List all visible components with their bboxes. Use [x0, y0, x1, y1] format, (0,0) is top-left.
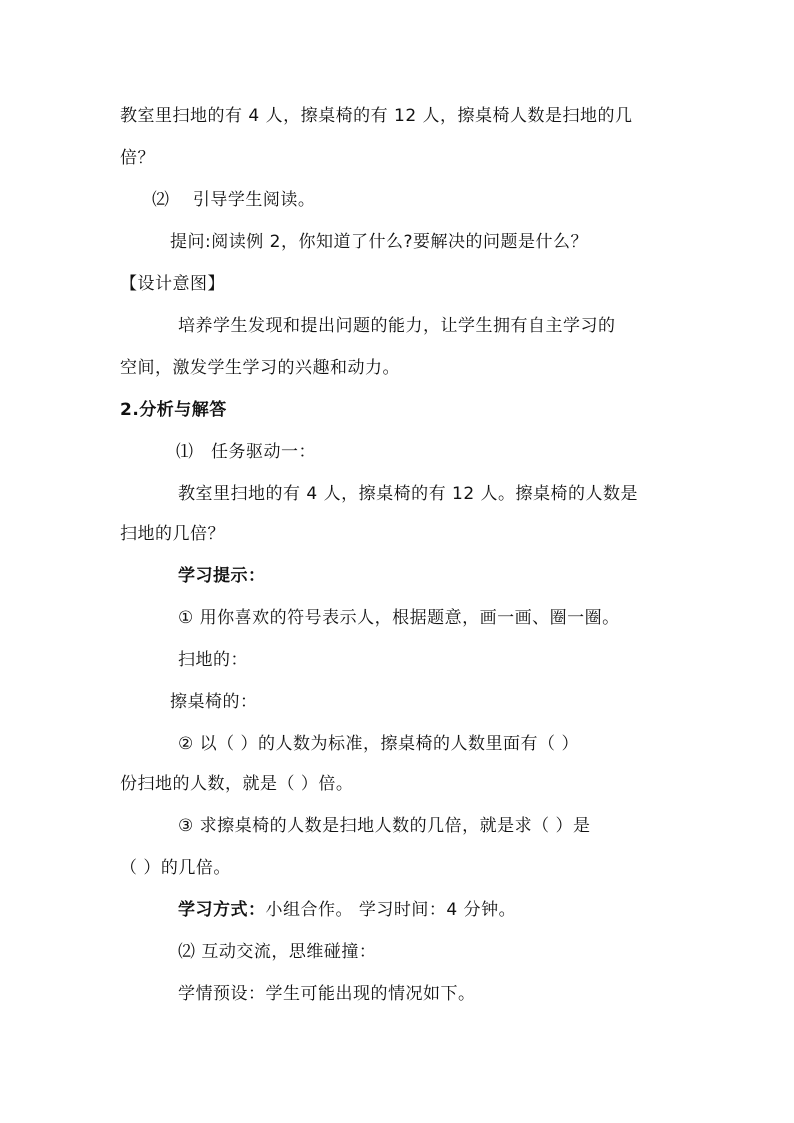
method-value: 小组合作。 学习时间：4 分钟。 [265, 900, 517, 920]
task-item: ⑴ 任务驱动一： [176, 442, 316, 462]
tip-item: ③ 求擦桌椅的人数是扫地人数的几倍，就是求（ ）是 [178, 816, 591, 836]
question-text: 提问:阅读例 2，你知道了什么?要解决的问题是什么？ [170, 232, 588, 252]
paragraph-line: 空间，激发学生学习的兴趣和动力。 [120, 358, 400, 378]
method-line [178, 898, 516, 922]
paragraph-line: 培养学生发现和提出问题的能力，让学生拥有自主学习的 [178, 316, 616, 336]
method-label: 学习方式： [178, 900, 266, 920]
paragraph-line: （ ）的几倍。 [120, 858, 231, 878]
design-intent-heading: 【设计意图】 [120, 274, 225, 294]
tip-item: ① 用你喜欢的符号表示人，根据题意，画一画、圈一圈。 [178, 608, 620, 628]
label-text: 扫地的： [178, 650, 248, 670]
label-text: 擦桌椅的： [170, 692, 258, 712]
paragraph-line: 学情预设：学生可能出现的情况如下。 [178, 984, 476, 1004]
paragraph-line: 倍？ [120, 148, 155, 168]
paragraph-line: 份扫地的人数，就是（ ）倍。 [120, 774, 354, 794]
paragraph-line: 扫地的几倍？ [120, 524, 225, 544]
tips-heading: 学习提示： [178, 566, 266, 586]
section-heading: 2.分析与解答 [120, 400, 227, 420]
paragraph-line: 教室里扫地的有 4 人，擦桌椅的有 12 人。擦桌椅的人数是 [178, 484, 639, 504]
step-item: ⑵ 互动交流，思维碰撞： [178, 942, 377, 962]
step-item: ⑵ 引导学生阅读。 [152, 190, 316, 210]
tip-item: ② 以（ ）的人数为标准，擦桌椅的人数里面有（ ） [178, 734, 579, 754]
paragraph-line: 教室里扫地的有 4 人，擦桌椅的有 12 人，擦桌椅人数是扫地的几 [120, 106, 633, 126]
